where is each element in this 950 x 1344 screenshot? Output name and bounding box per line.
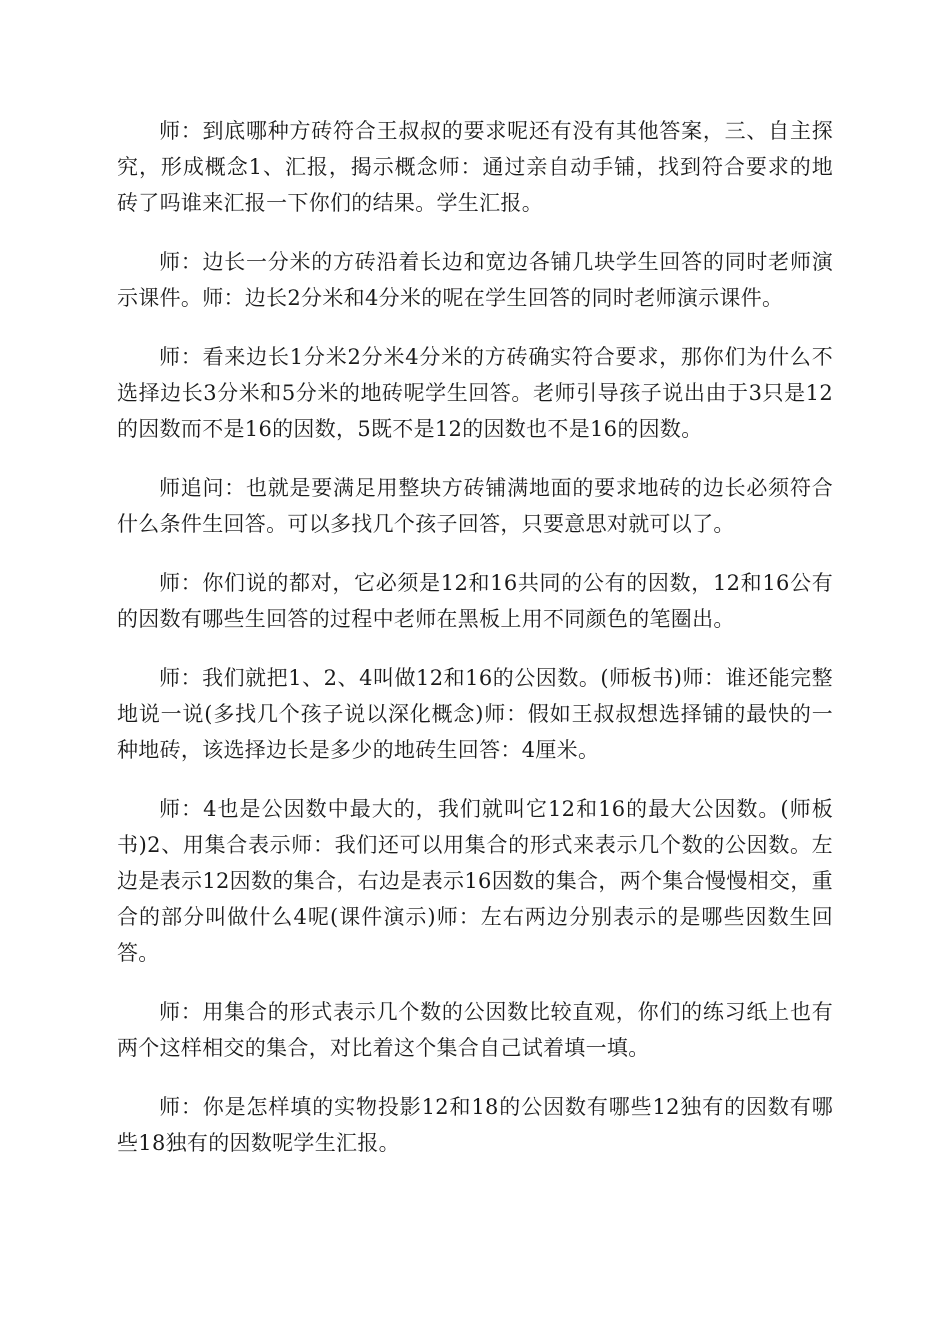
paragraph-1: 师：到底哪种方砖符合王叔叔的要求呢还有没有其他答案，三、自主探究，形成概念1、汇报，揭示概念师：通过亲自动手铺，找到符合要求的地砖了吗谁来汇报一下你们的结果。学生汇报。 bbox=[117, 119, 833, 215]
document-body bbox=[117, 113, 833, 1184]
paragraph-9: 师：你是怎样填的实物投影12和18的公因数有哪些12独有的因数有哪些18独有的因数呢学生汇报。 bbox=[117, 1095, 833, 1155]
paragraph-3: 师：看来边长1分米2分米4分米的方砖确实符合要求，那你们为什么不选择边长3分米和5分米的地砖呢学生回答。老师引导孩子说出由于3只是12的因数而不是16的因数，5既不是12的因数也不是16的因数。 bbox=[117, 345, 833, 441]
paragraph-6: 师：我们就把1、2、4叫做12和16的公因数。(师板书)师：谁还能完整地说一说(多找几个孩子说以深化概念)师：假如王叔叔想选择铺的最快的一种地砖，该选择边长是多少的地砖生回答：4厘米。 bbox=[117, 666, 833, 762]
paragraph-2: 师：边长一分米的方砖沿着长边和宽边各铺几块学生回答的同时老师演示课件。师：边长2分米和4分米的呢在学生回答的同时老师演示课件。 bbox=[117, 250, 833, 310]
paragraph-5: 师：你们说的都对，它必须是12和16共同的公有的因数，12和16公有的因数有哪些生回答的过程中老师在黑板上用不同颜色的笔圈出。 bbox=[117, 571, 833, 631]
paragraph-7: 师：4也是公因数中最大的，我们就叫它12和16的最大公因数。(师板书)2、用集合表示师：我们还可以用集合的形式来表示几个数的公因数。左边是表示12因数的集合，右边是表示16因数的集合，两个集合慢慢相交，重合的部分叫做什么4呢(课件演示)师：左右两边分别表示的是哪些因数生回答。 bbox=[117, 797, 833, 965]
paragraph-4: 师追问：也就是要满足用整块方砖铺满地面的要求地砖的边长必须符合什么条件生回答。可以多找几个孩子回答，只要意思对就可以了。 bbox=[117, 476, 833, 536]
paragraph-8: 师：用集合的形式表示几个数的公因数比较直观，你们的练习纸上也有两个这样相交的集合，对比着这个集合自己试着填一填。 bbox=[117, 1000, 833, 1060]
